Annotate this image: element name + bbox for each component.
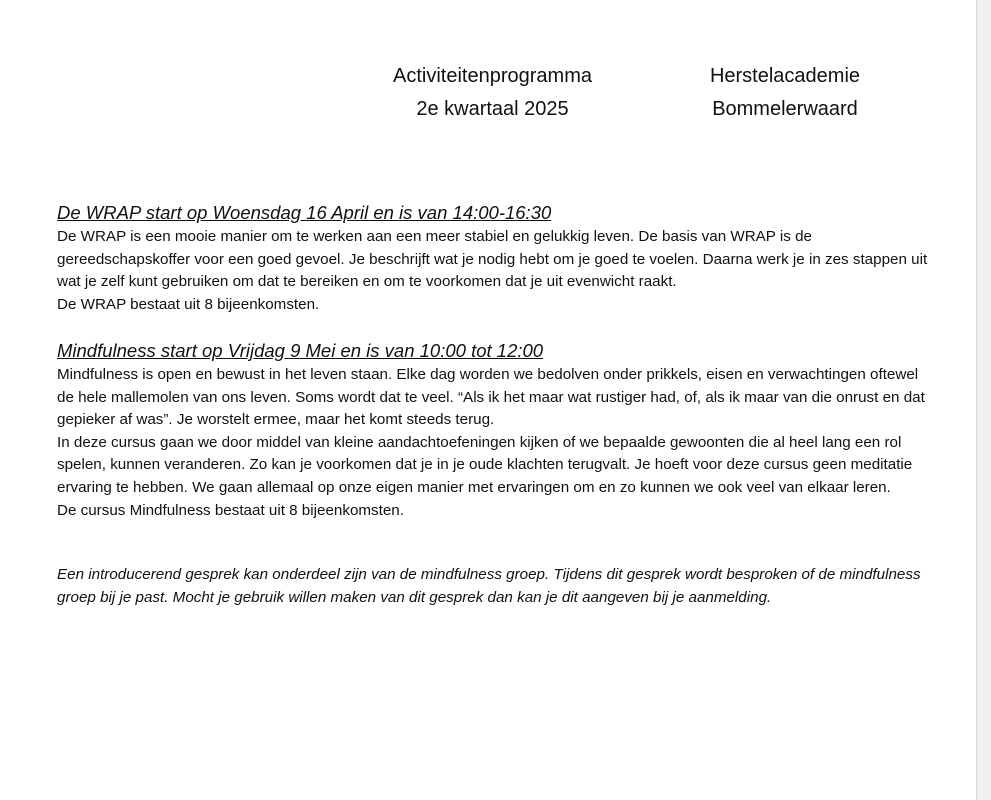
mindfulness-section-title: Mindfulness start op Vrijdag 9 Mei en is van 10:00 tot 12:00 (57, 340, 544, 361)
program-title: Activiteitenprogramma (393, 65, 592, 87)
organization-region: Bommelerwaard (712, 98, 858, 120)
organization-block (690, 60, 880, 126)
program-title-block (365, 60, 620, 126)
wrap-section-title: De WRAP start op Woensdag 16 April en is van 14:00-16:30 (57, 202, 552, 223)
mindfulness-section-body (57, 364, 937, 522)
organization-name: Herstelacademie (709, 65, 861, 87)
mindfulness-description: Mindfulness is open en bewust in het leven staan. Elke dag worden we bedolven onder prikkels, eisen en verwachtingen oftewel de hele mallemolen van ons leven. Soms wordt dat te veel. “Als ik het maar wat rustiger had, of, als ik maar van die onrust en dat gepieker af was”. Je worstelt ermee, maar het komt steeds terug. (57, 366, 925, 429)
vertical-scrollbar[interactable] (976, 0, 991, 800)
wrap-section-body (57, 226, 937, 316)
mindfulness-course-info: In deze cursus gaan we door middel van kleine aandachtoefeningen kijken of we bepaalde gewoonten die al heel lang een rol spelen, kunnen veranderen. Zo kan je voorkomen dat je in je oude klachten terugvalt. Je hoeft voor deze cursus geen meditatie ervaring te hebben. We gaan allemaal op onze eigen manier met ervaringen om en zo kunnen we ook veel van elkaar leren. (57, 433, 913, 496)
program-period: 2e kwartaal 2025 (416, 98, 569, 120)
mindfulness-sessions: De cursus Mindfulness bestaat uit 8 bijeenkomsten. (57, 501, 404, 519)
wrap-sessions: De WRAP bestaat uit 8 bijeenkomsten. (57, 295, 320, 313)
intake-note: Een introducerend gesprek kan onderdeel zijn van de mindfulness groep. Tijdens dit gesprek wordt besproken of de mindfulness groep bij je past. Mocht je gebruik willen maken van dit gesprek dan kan je dit aangeven bij je aanmelding. (57, 566, 921, 606)
wrap-description: De WRAP is een mooie manier om te werken aan een meer stabiel en gelukkig leven. De basis van WRAP is de gereedschapskoffer voor een goed gevoel. Je beschrijft wat je nodig hebt om je goed te voelen. Daarna werk je in zes stappen uit wat je zelf kunt gebruiken om dat te bereiken en om te voorkomen dat je uit evenwicht raakt. (57, 228, 928, 291)
mindfulness-note (57, 564, 937, 609)
